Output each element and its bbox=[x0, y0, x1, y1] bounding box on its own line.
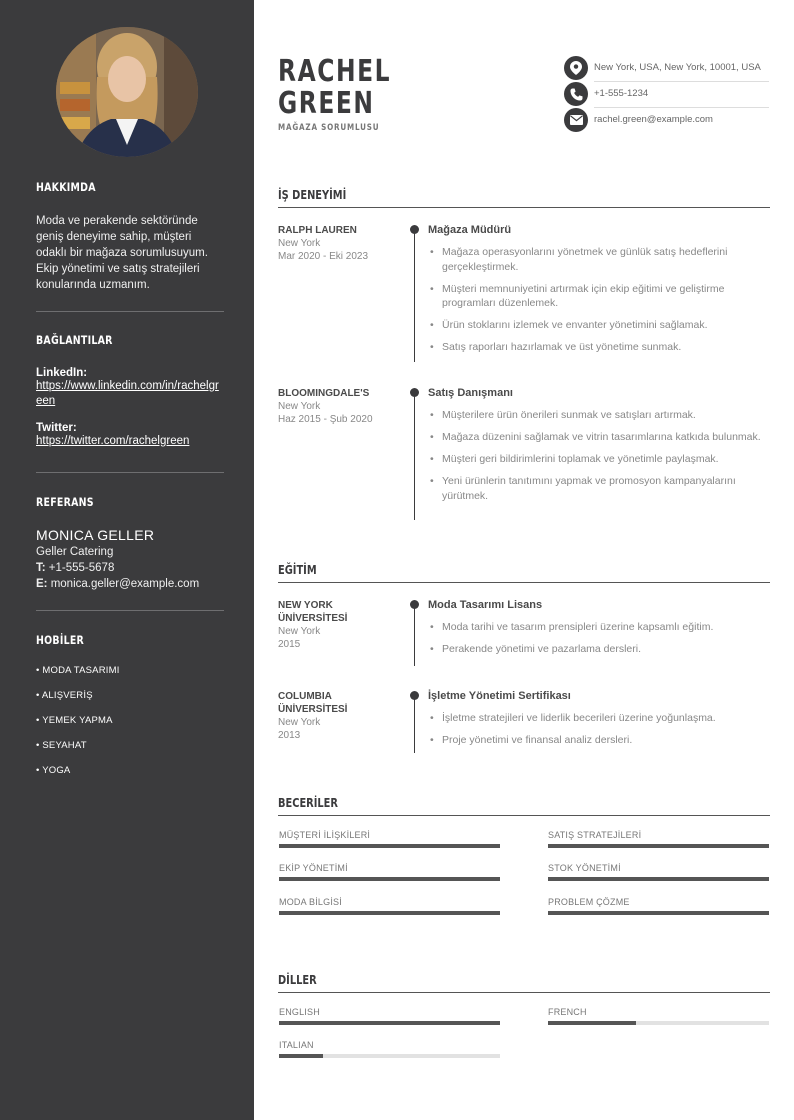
company-name: RALPH LAUREN bbox=[278, 225, 357, 236]
sidebar-divider bbox=[36, 472, 224, 473]
skill-name: MÜŞTERİ İLİŞKİLERİ bbox=[279, 830, 371, 840]
experience-entry bbox=[278, 224, 770, 374]
school-location: New York bbox=[278, 626, 321, 637]
skill-item bbox=[279, 830, 500, 840]
links-section bbox=[36, 333, 224, 449]
reference-name: MONICA GELLER bbox=[36, 527, 155, 543]
language-bar bbox=[279, 1054, 500, 1058]
twitter-label: Twitter: bbox=[36, 422, 77, 434]
education-details bbox=[428, 599, 770, 664]
skill-bar-fill bbox=[279, 911, 500, 915]
contact-address bbox=[564, 56, 769, 82]
job-role: MAĞAZA SORUMLUSU bbox=[278, 123, 380, 133]
timeline-line bbox=[414, 392, 415, 520]
company-name: BLOOMINGDALE'S bbox=[278, 388, 370, 399]
skill-bar bbox=[279, 911, 500, 915]
experience-meta bbox=[278, 387, 404, 426]
skill-name: SATIŞ STRATEJİLERİ bbox=[548, 830, 642, 840]
email-text: rachel.green@example.com bbox=[594, 114, 713, 125]
education-meta bbox=[278, 690, 404, 742]
school-name: COLUMBIA bbox=[278, 691, 332, 702]
education-bullet-list bbox=[428, 620, 770, 657]
hobby-item: • MODA TASARIMI bbox=[36, 665, 120, 676]
skill-name: MODA BİLGİSİ bbox=[279, 897, 342, 907]
twitter-link[interactable]: https://twitter.com/rachelgreen bbox=[36, 435, 190, 447]
language-bar bbox=[279, 1021, 500, 1025]
school-location: New York bbox=[278, 717, 321, 728]
school-name: NEW YORK bbox=[278, 600, 333, 611]
skill-bar-fill bbox=[279, 844, 500, 848]
experience-entry bbox=[278, 387, 770, 527]
position-title: Satış Danışmanı bbox=[428, 387, 513, 399]
reference-phone bbox=[36, 560, 224, 576]
reference-company: Geller Catering bbox=[36, 546, 114, 558]
experience-meta bbox=[278, 224, 404, 263]
sidebar bbox=[0, 0, 254, 1120]
links-title: BAĞLANTILAR bbox=[36, 333, 113, 347]
skill-bar-fill bbox=[548, 844, 769, 848]
language-bar-fill bbox=[548, 1021, 636, 1025]
degree-title: İşletme Yönetimi Sertifikası bbox=[428, 690, 571, 702]
skill-bar bbox=[548, 844, 769, 848]
responsibility-item: • Ürün stoklarını izlemek ve envanter yönetimini sağlamak. bbox=[428, 318, 770, 333]
section-divider bbox=[278, 207, 770, 208]
skill-item bbox=[548, 830, 769, 840]
education-meta bbox=[278, 599, 404, 651]
skills-title: BECERİLER bbox=[278, 796, 338, 810]
education-title: EĞİTİM bbox=[278, 563, 317, 577]
reference-phone-value: +1-555-5678 bbox=[48, 562, 115, 574]
skill-name: EKİP YÖNETİMİ bbox=[279, 863, 348, 873]
reference-section bbox=[36, 495, 224, 592]
reference-email bbox=[36, 576, 224, 592]
skill-name: PROBLEM ÇÖZME bbox=[548, 897, 630, 907]
responsibility-list bbox=[428, 245, 770, 355]
skill-bar-fill bbox=[279, 877, 500, 881]
company-location: New York bbox=[278, 238, 321, 249]
school-name-line2: ÜNİVERSİTESİ bbox=[278, 704, 348, 715]
sidebar-divider bbox=[36, 311, 224, 312]
sidebar-divider bbox=[36, 610, 224, 611]
education-bullet: • Proje yönetimi ve finansal analiz dersleri. bbox=[428, 733, 770, 748]
position-title: Mağaza Müdürü bbox=[428, 224, 512, 236]
skill-item bbox=[279, 897, 500, 907]
skill-bar bbox=[279, 844, 500, 848]
degree-title: Moda Tasarımı Lisans bbox=[428, 599, 543, 611]
about-title: HAKKIMDA bbox=[36, 180, 96, 194]
twitter-block bbox=[36, 422, 224, 449]
skill-item bbox=[548, 897, 769, 907]
skill-bar bbox=[548, 877, 769, 881]
skill-bar-fill bbox=[548, 877, 769, 881]
responsibility-item: • Müşteri memnuniyetini artırmak için ekip eğitimi ve geliştirme programları düzenlemek. bbox=[428, 282, 770, 311]
hobby-item: • ALIŞVERİŞ bbox=[36, 690, 93, 701]
education-bullet: • İşletme stratejileri ve liderlik becerileri üzerine yoğunlaşma. bbox=[428, 711, 770, 726]
section-divider bbox=[278, 582, 770, 583]
hobbies-section bbox=[36, 633, 224, 783]
about-section bbox=[36, 180, 224, 293]
responsibility-item: • Satış raporları hazırlamak ve üst yönetime sunmak. bbox=[428, 340, 770, 355]
hobby-item: • YOGA bbox=[36, 765, 71, 776]
responsibility-item: • Müşterilere ürün önerileri sunmak ve satışları artırmak. bbox=[428, 408, 770, 423]
education-bullet: • Moda tarihi ve tasarım prensipleri üzerine kapsamlı eğitim. bbox=[428, 620, 770, 635]
education-bullet-list bbox=[428, 711, 770, 748]
linkedin-block bbox=[36, 367, 224, 409]
profile-photo bbox=[56, 27, 198, 157]
phone-icon bbox=[564, 82, 588, 106]
reference-email-value: monica.geller@example.com bbox=[50, 578, 200, 590]
contact-email bbox=[564, 108, 769, 134]
responsibility-item: • Mağaza operasyonlarını yönetmek ve günlük satış hedeflerini gerçekleştirmek. bbox=[428, 245, 770, 274]
experience-details bbox=[428, 387, 770, 511]
hobbies-title: HOBİLER bbox=[36, 633, 85, 647]
education-entry bbox=[278, 599, 770, 679]
employment-dates: Mar 2020 - Eki 2023 bbox=[278, 251, 369, 262]
language-name: ENGLISH bbox=[279, 1007, 320, 1017]
linkedin-label: LinkedIn: bbox=[36, 367, 88, 379]
responsibility-item: • Mağaza düzenini sağlamak ve vitrin tasarımlarına katkıda bulunmak. bbox=[428, 430, 770, 445]
responsibility-list bbox=[428, 408, 770, 503]
employment-dates: Haz 2015 - Şub 2020 bbox=[278, 414, 373, 425]
reference-email-label: E: bbox=[36, 578, 48, 590]
linkedin-link[interactable]: https://www.linkedin.com/in/rachelgreen bbox=[36, 380, 219, 407]
skill-item bbox=[279, 863, 500, 873]
education-bullet: • Perakende yönetimi ve pazarlama dersleri. bbox=[428, 642, 770, 657]
skill-item bbox=[548, 863, 769, 873]
skill-name: STOK YÖNETİMİ bbox=[548, 863, 621, 873]
skill-bar bbox=[279, 877, 500, 881]
reference-phone-label: T: bbox=[36, 562, 46, 574]
timeline-line bbox=[414, 695, 415, 753]
reference-title: REFERANS bbox=[36, 495, 94, 509]
phone-text: +1-555-1234 bbox=[594, 88, 649, 99]
first-name: RACHEL bbox=[278, 54, 392, 89]
profile-photo-illustration bbox=[56, 27, 198, 157]
language-bar bbox=[548, 1021, 769, 1025]
skill-bar bbox=[548, 911, 769, 915]
language-bar-fill bbox=[279, 1021, 500, 1025]
graduation-year: 2013 bbox=[278, 730, 301, 741]
timeline-line bbox=[414, 229, 415, 362]
envelope-icon bbox=[564, 108, 588, 132]
about-text: Moda ve perakende sektöründe geniş deneyime sahip, müşteri odaklı bir mağaza sorumlusuyum. Ekip yönetimi ve satış stratejileri konularında uzmanım. bbox=[36, 215, 208, 291]
graduation-year: 2015 bbox=[278, 639, 301, 650]
skill-bar-fill bbox=[548, 911, 769, 915]
experience-details bbox=[428, 224, 770, 362]
language-name: ITALIAN bbox=[279, 1040, 314, 1050]
last-name: GREEN bbox=[278, 86, 375, 121]
hobby-item: • SEYAHAT bbox=[36, 740, 87, 751]
timeline-line bbox=[414, 604, 415, 666]
education-details bbox=[428, 690, 770, 755]
language-item bbox=[548, 1007, 769, 1017]
hobby-item: • YEMEK YAPMA bbox=[36, 715, 113, 726]
section-divider bbox=[278, 992, 770, 993]
responsibility-item: • Müşteri geri bildirimlerini toplamak ve yönetimle paylaşmak. bbox=[428, 452, 770, 467]
language-name: FRENCH bbox=[548, 1007, 587, 1017]
experience-title: İŞ DENEYİMİ bbox=[278, 188, 347, 202]
contact-phone bbox=[564, 82, 769, 108]
language-item bbox=[279, 1040, 500, 1050]
education-entry bbox=[278, 690, 770, 760]
languages-title: DİLLER bbox=[278, 973, 317, 987]
company-location: New York bbox=[278, 401, 321, 412]
responsibility-item: • Yeni ürünlerin tanıtımını yapmak ve promosyon kampanyalarını yürütmek. bbox=[428, 474, 770, 503]
school-name-line2: ÜNİVERSİTESİ bbox=[278, 613, 348, 624]
language-bar-fill bbox=[279, 1054, 323, 1058]
location-pin-icon bbox=[564, 56, 588, 80]
language-item bbox=[279, 1007, 500, 1017]
section-divider bbox=[278, 815, 770, 816]
address-text: New York, USA, New York, 10001, USA bbox=[594, 62, 761, 73]
